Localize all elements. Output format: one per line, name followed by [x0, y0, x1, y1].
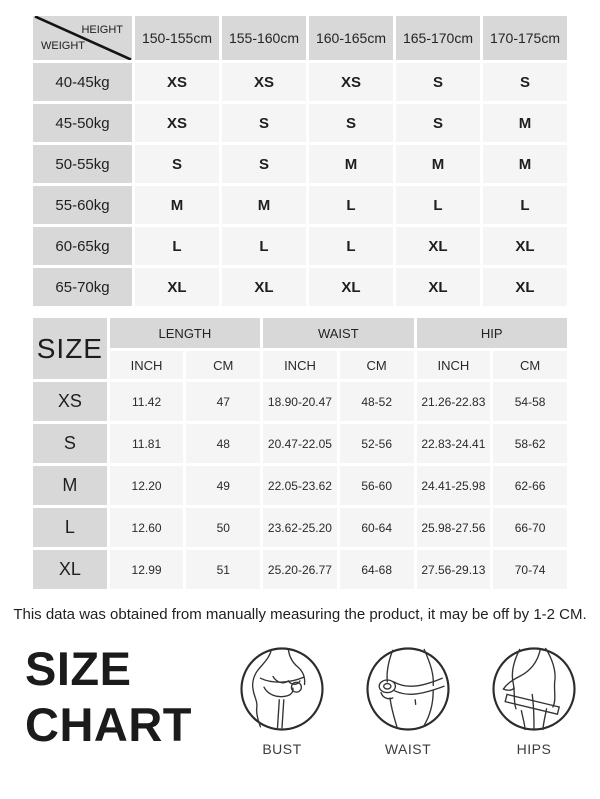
measurement-table: [30, 315, 570, 592]
hips-measuring-icon: [489, 643, 579, 735]
diagonal-divider-line: [33, 16, 132, 60]
unit-header: CM: [340, 351, 414, 379]
size-cell: XS: [309, 63, 393, 101]
size-cell: M: [135, 186, 219, 224]
height-weight-corner-cell: [33, 16, 132, 60]
measurement-cell: 23.62-25.20: [263, 508, 337, 547]
size-cell: S: [396, 63, 480, 101]
measurement-cell: 25.98-27.56: [417, 508, 491, 547]
hip-group-header: HIP: [417, 318, 567, 348]
table-group-header-row: [33, 318, 567, 348]
height-weight-table: [30, 13, 570, 309]
height-column-header: 155-160cm: [222, 16, 306, 60]
size-cell: XL: [483, 227, 567, 265]
waist-measuring-icon: [363, 643, 453, 735]
measurement-cell: 12.99: [110, 550, 184, 589]
size-cell: XL: [396, 268, 480, 306]
size-cell: L: [222, 227, 306, 265]
size-cell: XS: [135, 104, 219, 142]
weight-row-header: 40-45kg: [33, 63, 132, 101]
measurement-cell: 51: [186, 550, 260, 589]
unit-header: CM: [493, 351, 567, 379]
measuring-disclaimer-note: This data was obtained from manually measuring the product, it may be off by 1-2 CM.: [13, 606, 587, 623]
measurement-cell: 64-68: [340, 550, 414, 589]
measurement-cell: 52-56: [340, 424, 414, 463]
bust-label: BUST: [262, 741, 302, 757]
measurement-cell: 18.90-20.47: [263, 382, 337, 421]
measurement-cell: 11.81: [110, 424, 184, 463]
weight-row-header: 65-70kg: [33, 268, 132, 306]
table-row: [33, 145, 567, 183]
table-header-row: [33, 16, 567, 60]
size-cell: L: [483, 186, 567, 224]
size-cell: M: [222, 186, 306, 224]
table-row: [33, 382, 567, 421]
table-row: [33, 104, 567, 142]
size-chart-footer: [0, 639, 600, 757]
size-chart-title: [25, 641, 192, 754]
weight-row-header: 45-50kg: [33, 104, 132, 142]
size-cell: S: [483, 63, 567, 101]
unit-header: CM: [186, 351, 260, 379]
table-row: [33, 466, 567, 505]
measurement-cell: 48-52: [340, 382, 414, 421]
table-row: [33, 508, 567, 547]
size-cell: L: [396, 186, 480, 224]
size-cell: S: [135, 145, 219, 183]
size-cell: XL: [396, 227, 480, 265]
height-column-header: 170-175cm: [483, 16, 567, 60]
measurement-cell: 66-70: [493, 508, 567, 547]
measurement-cell: 50: [186, 508, 260, 547]
weight-row-header: 50-55kg: [33, 145, 132, 183]
table-row: [33, 424, 567, 463]
table-row: [33, 268, 567, 306]
size-cell: S: [309, 104, 393, 142]
size-chart-title-line1: SIZE: [25, 642, 132, 695]
size-cell: L: [135, 227, 219, 265]
height-axis-label: HEIGHT: [81, 24, 123, 36]
measurement-cell: 49: [186, 466, 260, 505]
size-cell: XL: [309, 268, 393, 306]
size-title-cell: SIZE: [33, 318, 107, 379]
measurement-cell: 62-66: [493, 466, 567, 505]
size-cell: M: [483, 145, 567, 183]
size-cell: XS: [135, 63, 219, 101]
waist-group-header: WAIST: [263, 318, 413, 348]
measurement-cell: 12.60: [110, 508, 184, 547]
table-row: [33, 550, 567, 589]
measurement-cell: 11.42: [110, 382, 184, 421]
measurement-cell: 56-60: [340, 466, 414, 505]
measurement-cell: 48: [186, 424, 260, 463]
height-column-header: 165-170cm: [396, 16, 480, 60]
table-row: [33, 186, 567, 224]
unit-header: INCH: [110, 351, 184, 379]
size-row-header: S: [33, 424, 107, 463]
measurement-cell: 27.56-29.13: [417, 550, 491, 589]
hips-label: HIPS: [516, 741, 552, 757]
table-subheader-row: [33, 351, 567, 379]
bust-figure: [236, 643, 328, 757]
size-row-header: XL: [33, 550, 107, 589]
size-cell: L: [309, 186, 393, 224]
measurement-cell: 70-74: [493, 550, 567, 589]
size-cell: XL: [483, 268, 567, 306]
size-cell: XL: [222, 268, 306, 306]
measurement-cell: 54-58: [493, 382, 567, 421]
size-chart-title-line2: CHART: [25, 698, 192, 752]
size-cell: S: [222, 104, 306, 142]
weight-axis-label: WEIGHT: [41, 40, 85, 52]
hips-figure: [488, 643, 580, 757]
table-row: [33, 63, 567, 101]
size-cell: XL: [135, 268, 219, 306]
length-group-header: LENGTH: [110, 318, 260, 348]
height-column-header: 150-155cm: [135, 16, 219, 60]
table-row: [33, 227, 567, 265]
measurement-cell: 47: [186, 382, 260, 421]
measurement-cell: 12.20: [110, 466, 184, 505]
measurement-cell: 20.47-22.05: [263, 424, 337, 463]
waist-label: WAIST: [384, 741, 432, 757]
height-column-header: 160-165cm: [309, 16, 393, 60]
weight-row-header: 60-65kg: [33, 227, 132, 265]
measurement-cell: 22.05-23.62: [263, 466, 337, 505]
measurement-cell: 21.26-22.83: [417, 382, 491, 421]
measurement-cell: 58-62: [493, 424, 567, 463]
size-cell: S: [396, 104, 480, 142]
size-cell: XS: [222, 63, 306, 101]
size-cell: L: [309, 227, 393, 265]
size-row-header: L: [33, 508, 107, 547]
bust-measuring-icon: [237, 643, 327, 735]
size-cell: M: [483, 104, 567, 142]
size-cell: M: [309, 145, 393, 183]
measurement-cell: 60-64: [340, 508, 414, 547]
measurement-cell: 25.20-26.77: [263, 550, 337, 589]
size-cell: S: [222, 145, 306, 183]
measurement-cell: 24.41-25.98: [417, 466, 491, 505]
unit-header: INCH: [263, 351, 337, 379]
waist-figure: [362, 643, 454, 757]
measuring-figures: [236, 643, 580, 757]
unit-header: INCH: [417, 351, 491, 379]
size-row-header: M: [33, 466, 107, 505]
size-cell: M: [396, 145, 480, 183]
weight-row-header: 55-60kg: [33, 186, 132, 224]
measurement-cell: 22.83-24.41: [417, 424, 491, 463]
size-row-header: XS: [33, 382, 107, 421]
